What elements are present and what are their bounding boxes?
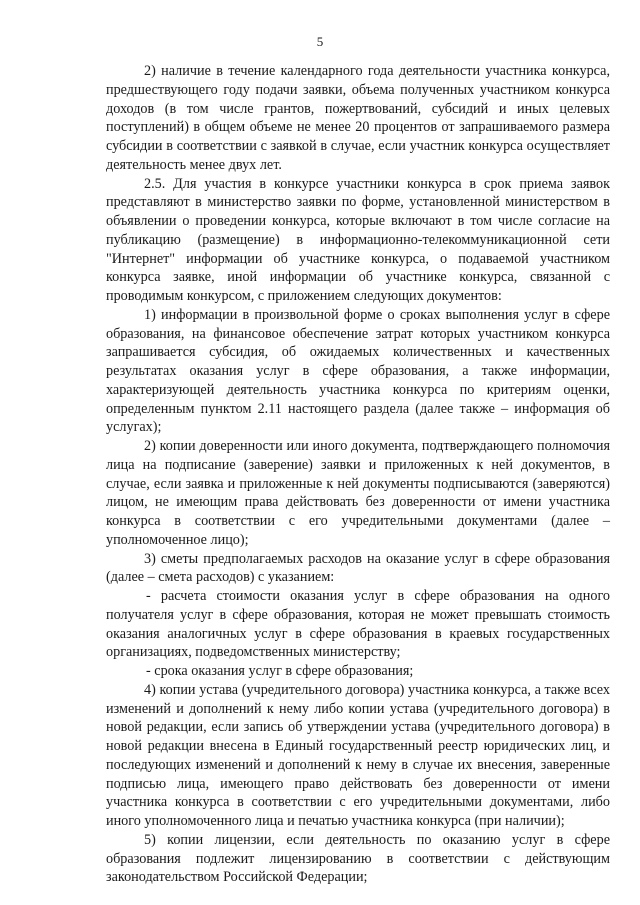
paragraph-dash-cost-calculation: - расчета стоимости оказания услуг в сфере образования на одного получателя услуг в сфере образования, которая не может превышать стоимость оказания аналогичных услуг в сфере образования в краевых государственных организациях, подведомственных министерству;	[106, 588, 610, 661]
paragraph-section-2-5: 2.5. Для участия в конкурсе участники конкурса в срок приема заявок представляют в министерство заявки по форме, установленной министерством в объявлении о проведении конкурса, которые включают в том числе согласие на публикацию (размещение) в информационно-телекоммуникационной сети "Интернет" информации об участнике конкурса, о подаваемой участником конкурса заявке, иной информации об участнике конкурса, связанной с проводимым конкурсом, с приложением следующих документов:	[106, 175, 610, 304]
paragraph-item-2-income: 2) наличие в течение календарного года деятельности участника конкурса, предшествующего году подачи заявки, объема полученных участником конкурса доходов (в том числе грантов, пожертвований, субсидий и иных целевых поступлений) в общем объеме не менее 20 процентов от запрашиваемого размера субсидии в соответствии с заявкой в случае, если участник конкурса осуществляет деятельность менее двух лет.	[106, 63, 610, 173]
document-body	[106, 62, 610, 887]
paragraph-item-3-cost-estimate: 3) сметы предполагаемых расходов на оказание услуг в сфере образования (далее – смета расходов) с указанием:	[106, 550, 610, 586]
paragraph-dash-service-term: - срока оказания услуг в сфере образования;	[146, 663, 414, 679]
paragraph-item-1-services-info: 1) информации в произвольной форме о сроках выполнения услуг в сфере образования, на финансовое обеспечение затрат которых участником конкурса запрашивается субсидия, об ожидаемых количественных и качественных результатах оказания услуг в сфере образования, а также информации, характеризующей деятельность участника конкурса по критериям оценки, определенным пунктом 2.11 настоящего раздела (далее также – информация об услугах);	[106, 306, 610, 436]
page-number: 5	[316, 34, 324, 49]
paragraph-item-5-license: 5) копии лицензии, если деятельность по оказанию услуг в сфере образования подлежит лицензированию в соответствии с действующим законодательством Российской Федерации;	[106, 831, 610, 886]
paragraph-item-4-charter: 4) копии устава (учредительного договора) участника конкурса, а также всех изменений и дополнений к нему либо копии устава (учредительного договора) в новой редакции, если запись об утверждении устава (учредительного договора) в новой редакции внесена в Единый государственный реестр юридических лиц, и последующих изменений и дополнений к нему в случае их внесения, заверенные подписью лица, имеющего право действовать без доверенности от имени участника конкурса в соответствии с его учредительными документами, либо иного уполномоченного лица и печатью участника конкурса (при наличии);	[106, 681, 610, 829]
paragraph-item-2-power-of-attorney: 2) копии доверенности или иного документа, подтверждающего полномочия лица на подписание (заверение) заявки и приложенных к ней документов, в случае, если заявка и приложенные к ней документы подписываются (заверяются) лицом, не имеющим права действовать без доверенности от имени участника конкурса в соответствии с его учредительными документами (далее – уполномоченное лицо);	[106, 438, 610, 548]
